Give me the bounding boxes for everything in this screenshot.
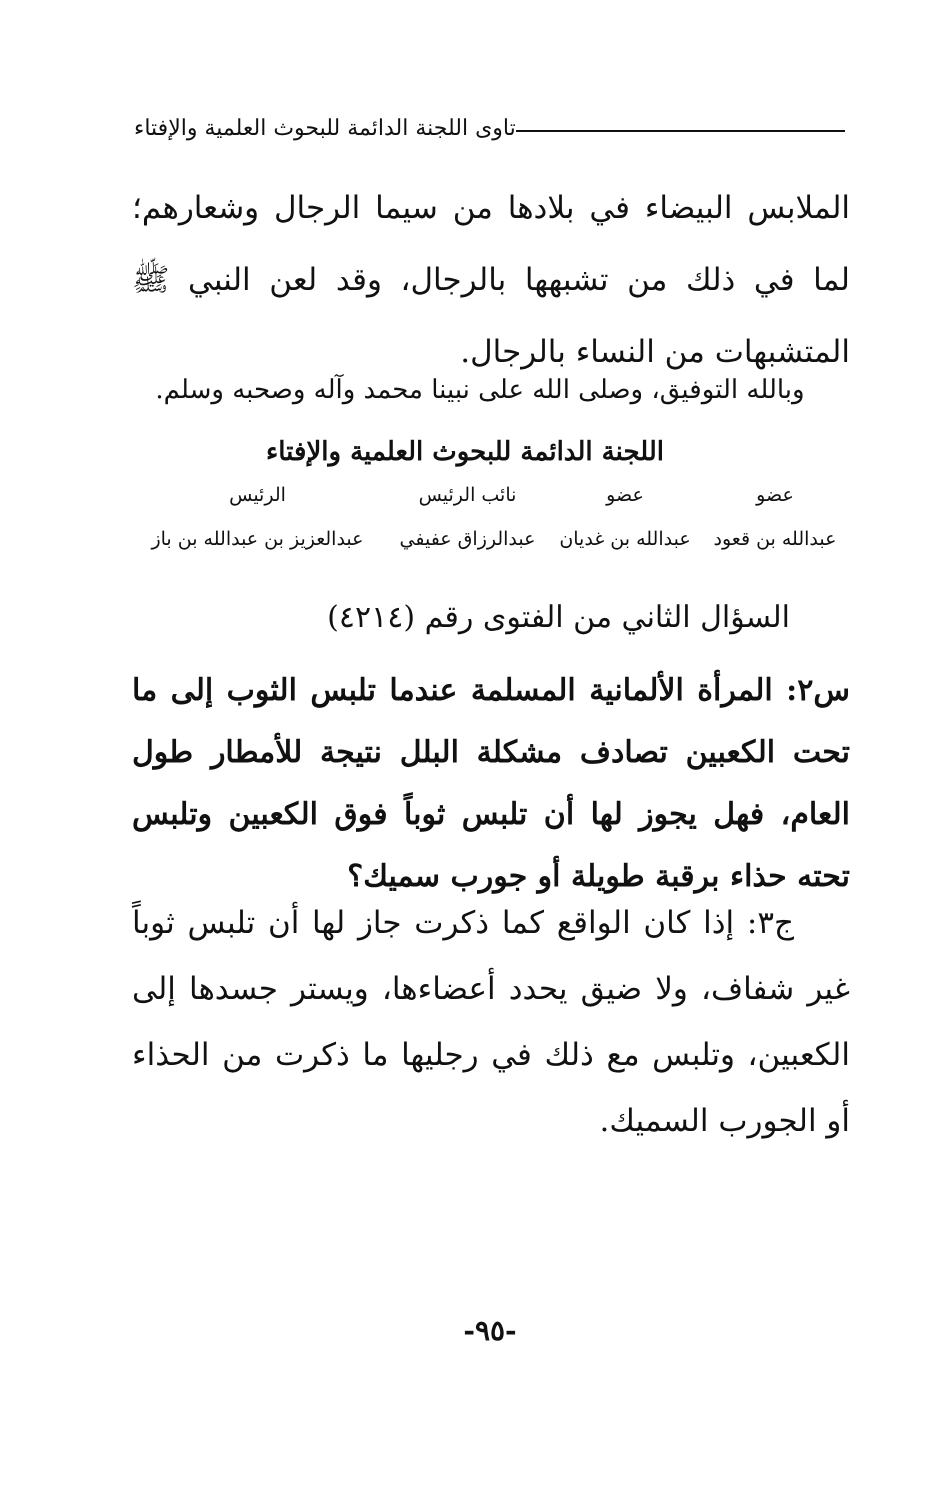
signatory-role: الرئيس [229,484,286,506]
signatory-name: عبدالله بن غديان [559,528,691,550]
signatory-name: عبدالرزاق عفيفي [399,528,536,550]
signatories [130,480,850,554]
closing-line: وبالله التوفيق، وصلى الله على نبينا محمد وآله وصحبه وسلم. [155,375,805,405]
signatory-name: عبدالله بن قعود [713,528,837,550]
question-reference: السؤال الثاني من الفتوى رقم (٤٢١٤) [327,600,790,635]
paragraph-continuation: الملابس البيضاء في بلادها من سيما الرجال وشعارهم؛ لما في ذلك من تشبهها بالرجال، وقد لعن النبي ﷺ المتشبهات من النساء بالرجال. [132,190,850,370]
signatory-role: عضو [606,484,644,506]
committee-title: اللجنة الدائمة للبحوث العلمية والإفتاء [266,437,664,467]
question-text: س٢: المرأة الألمانية المسلمة عندما تلبس الثوب إلى ما تحت الكعبين تصادف مشكلة البلل نتيجة للأمطار طول العام، فهل يجوز لها أن تلبس ثوباً فوق الكعبين وتلبس تحته حذاء برقبة طويلة أو جورب سميك؟ [132,673,850,894]
running-header [120,108,845,148]
signatory-role: عضو [756,484,794,506]
running-title: تاوى اللجنة الدائمة للبحوث العلمية والإفتاء [134,115,516,141]
signatory-name: عبدالعزيز بن عبدالله بن باز [151,528,364,550]
page-number: -٩٥- [463,1314,517,1347]
answer-text: ج٣: إذا كان الواقع كما ذكرت جاز لها أن تلبس ثوباً غير شفاف، ولا ضيق يحدد أعضاءها، ويستر جسدها إلى الكعبين، وتلبس مع ذلك في رجليها ما ذكرت من الحذاء أو الجورب السميك. [132,905,850,1139]
header-rule [516,130,845,132]
signatory-role: نائب الرئيس [418,484,517,506]
